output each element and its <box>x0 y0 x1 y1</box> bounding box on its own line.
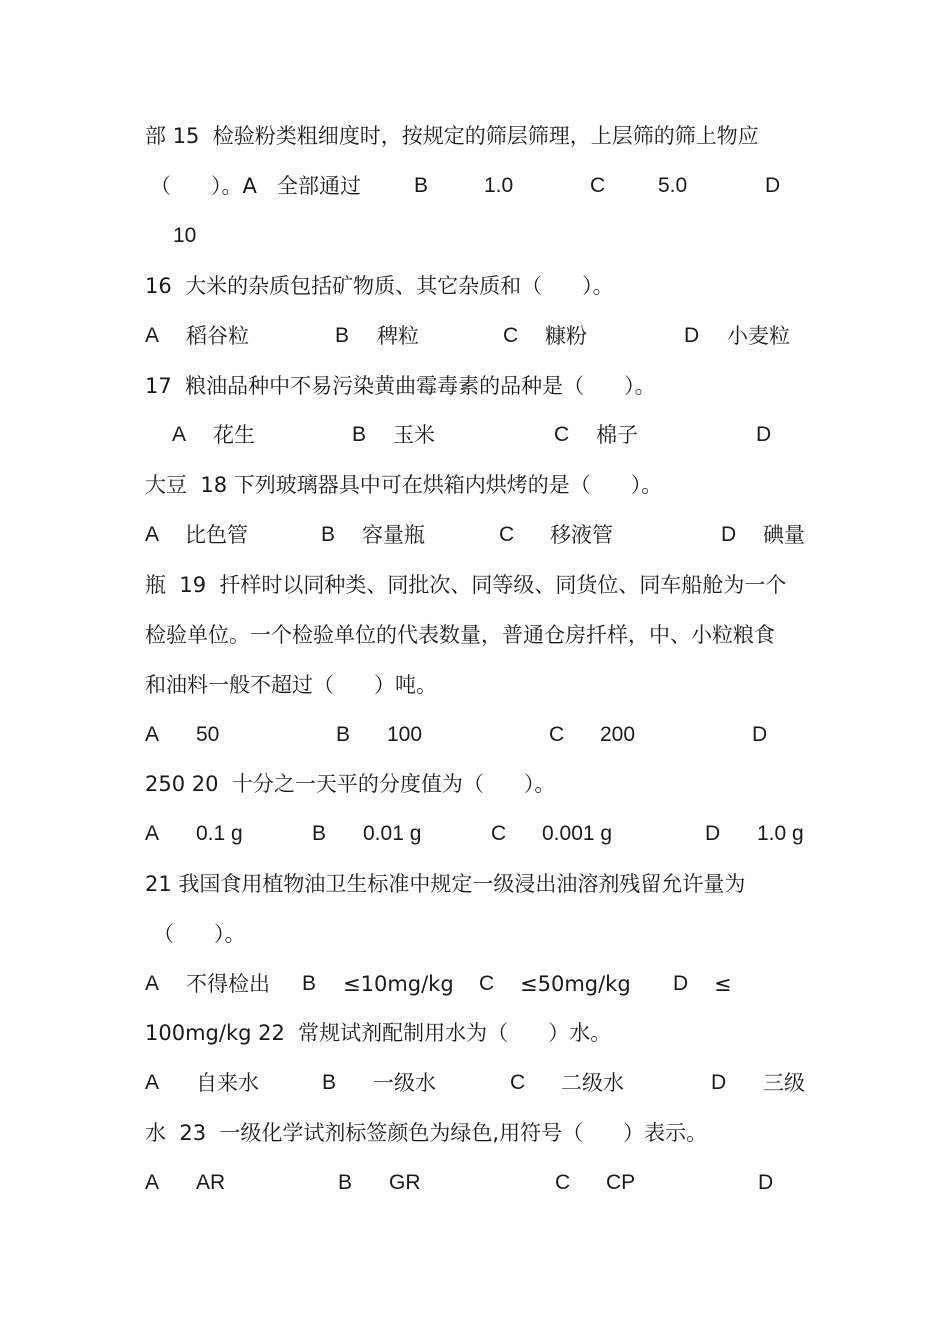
line-q23-stem <box>0 1118 950 1168</box>
line-q21-options <box>0 969 950 1019</box>
line-q15-options <box>0 171 950 221</box>
option-b-letter: B <box>335 324 350 347</box>
option-d-letter: D <box>721 523 737 546</box>
question-17-text: 17 粮油品种中不易污染黄曲霉毒素的品种是（ ）。 <box>145 374 656 398</box>
option-a-text: 比色管 <box>185 523 248 547</box>
option-d-text: 三级 <box>763 1071 805 1095</box>
line-q21-blank <box>0 919 950 969</box>
line-q15-option-d <box>0 221 950 271</box>
option-b-text: 容量瓶 <box>362 523 425 547</box>
line-q22-options <box>0 1068 950 1118</box>
line-q19-stem-1 <box>0 570 950 620</box>
line-q15-stem <box>0 121 950 171</box>
option-b-text: 一级水 <box>373 1071 436 1095</box>
option-a-letter: A <box>145 1171 160 1194</box>
option-a-text: 不得检出 <box>186 972 270 996</box>
line-q22-stem <box>0 1018 950 1068</box>
question-18-text: 大豆 18 下列玻璃器具中可在烘箱内烘烤的是（ ）。 <box>145 473 663 497</box>
line-q20-stem <box>0 769 950 819</box>
option-b-text: GR <box>389 1171 421 1194</box>
option-c-text: ≤50mg/kg <box>520 972 631 996</box>
line-q21-stem <box>0 869 950 919</box>
option-a-text: 自来水 <box>196 1071 259 1095</box>
option-b-letter: B <box>322 1071 337 1094</box>
option-c-letter: C <box>510 1071 526 1094</box>
option-d-text: 1.0 g <box>757 822 804 845</box>
question-19-text-cont: 检验单位。一个检验单位的代表数量，普通仓房扦样，中、小粒粮食 <box>145 623 775 647</box>
option-b-letter: B <box>321 523 336 546</box>
option-c-letter: C <box>590 174 606 197</box>
option-a-letter: A <box>145 723 160 746</box>
option-c-text: 200 <box>600 723 636 746</box>
option-d-letter: D <box>758 1171 774 1194</box>
option-b-text: ≤10mg/kg <box>343 972 454 996</box>
option-b-letter: B <box>302 972 317 995</box>
option-a-letter: A <box>145 972 160 995</box>
line-q19-stem-3 <box>0 670 950 720</box>
option-b-text: 玉米 <box>393 423 435 447</box>
option-a-letter: A <box>145 523 160 546</box>
option-b-letter: B <box>352 423 367 446</box>
option-c-text: 糠粉 <box>545 324 587 348</box>
line-q19-stem-2 <box>0 620 950 670</box>
question-21-text: 21 我国食用植物油卫生标准中规定一级浸出油溶剂残留允许量为 <box>145 872 746 896</box>
option-a-text: 50 <box>196 723 220 746</box>
option-a-text: 0.1 g <box>196 822 243 845</box>
question-23-text: 水 23 一级化学试剂标签颜色为绿色,用符号（ ）表示。 <box>145 1121 708 1145</box>
option-b-text: 稗粒 <box>377 324 419 348</box>
line-q16-options <box>0 321 950 371</box>
option-c-letter: C <box>554 423 570 446</box>
option-a-letter: A <box>145 822 160 845</box>
option-d-text: 10 <box>173 224 197 247</box>
option-c-letter: C <box>555 1171 571 1194</box>
option-b-letter: B <box>336 723 351 746</box>
answer-blank-option-a: （ ）。A <box>150 174 257 198</box>
option-c-letter: C <box>479 972 495 995</box>
option-d-text: ≤ <box>714 972 732 996</box>
option-d-text: 小麦粒 <box>727 324 790 348</box>
option-c-letter: C <box>491 822 507 845</box>
line-q20-options <box>0 819 950 869</box>
line-q17-stem <box>0 371 950 421</box>
option-c-letter: C <box>499 523 515 546</box>
option-c-letter: C <box>503 324 519 347</box>
option-d-text: 碘量 <box>763 523 805 547</box>
option-b-letter: B <box>312 822 327 845</box>
option-a-text: 全部通过 <box>277 174 361 198</box>
option-d-letter: D <box>673 972 689 995</box>
option-d-letter: D <box>765 174 781 197</box>
option-d-letter: D <box>705 822 721 845</box>
option-a-text: 稻谷粒 <box>186 324 249 348</box>
option-b-text: 0.01 g <box>363 822 422 845</box>
question-19-text-end: 和油料一般不超过（ ）吨。 <box>145 673 438 697</box>
line-q16-stem <box>0 271 950 321</box>
question-22-text: 100mg/kg 22 常规试剂配制用水为（ ）水。 <box>145 1021 612 1045</box>
option-c-text: 棉子 <box>596 423 638 447</box>
question-16-text: 16 大米的杂质包括矿物质、其它杂质和（ ）。 <box>145 274 614 298</box>
option-c-text: 移液管 <box>550 523 613 547</box>
line-q19-options <box>0 720 950 770</box>
option-c-text: 二级水 <box>561 1071 624 1095</box>
question-20-text: 250 20 十分之一天平的分度值为（ ）。 <box>145 772 556 796</box>
option-a-letter: A <box>145 324 160 347</box>
line-q17-options <box>0 420 950 470</box>
option-d-letter: D <box>711 1071 727 1094</box>
option-b-text: 1.0 <box>484 174 514 197</box>
option-a-letter: A <box>145 1071 160 1094</box>
line-q18-options <box>0 520 950 570</box>
line-q23-options <box>0 1168 950 1218</box>
question-19-text: 瓶 19 扦样时以同种类、同批次、同等级、同货位、同车船舱为一个 <box>145 573 787 597</box>
option-a-text: AR <box>196 1171 226 1194</box>
option-d-letter: D <box>756 423 772 446</box>
line-q18-stem <box>0 470 950 520</box>
answer-blank: （ ）。 <box>153 922 246 946</box>
option-a-letter: A <box>172 423 187 446</box>
option-d-letter: D <box>684 324 700 347</box>
option-c-text: 0.001 g <box>542 822 613 845</box>
option-c-text: 5.0 <box>658 174 688 197</box>
option-a-text: 花生 <box>213 423 255 447</box>
option-b-text: 100 <box>387 723 423 746</box>
option-d-letter: D <box>752 723 768 746</box>
option-b-letter: B <box>414 174 429 197</box>
option-c-letter: C <box>549 723 565 746</box>
option-c-text: CP <box>606 1171 636 1194</box>
question-15-text: 部 15 检验粉类粗细度时，按规定的筛层筛理，上层筛的筛上物应 <box>145 124 759 148</box>
option-b-letter: B <box>338 1171 353 1194</box>
